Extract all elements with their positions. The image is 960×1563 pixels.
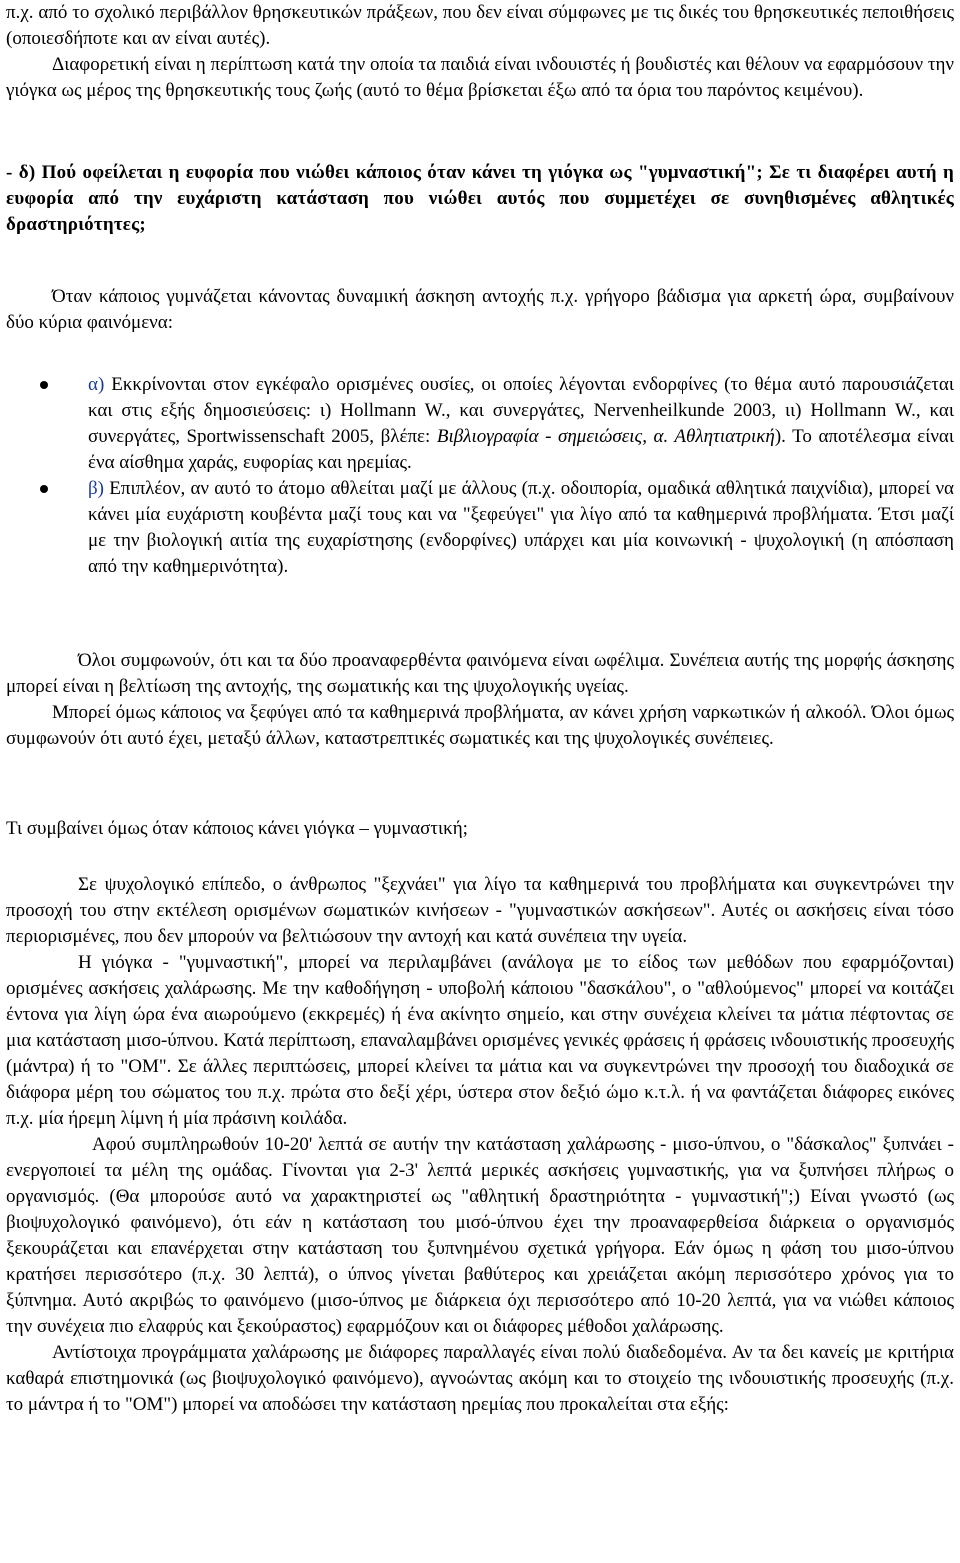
- agreement-section: [6, 648, 954, 752]
- intro-section: [6, 0, 954, 104]
- bullet-label: β): [88, 478, 104, 499]
- intro-paragraph-2: Διαφορετική είναι η περίπτωση κατά την οποία τα παιδιά είναι ινδουιστές ή βουδιστές και θέλουν να εφαρμόσουν την γιόγκα ως μέρος της θρησκευτικής τους ζωής (αυτό το θέμα βρίσκεται έξω από τα όρια του παρόντος κειμένου).: [6, 54, 954, 101]
- list-item: [6, 372, 954, 476]
- yoga-question: [6, 816, 954, 842]
- list-item: [6, 476, 954, 580]
- bullet-icon: [40, 485, 48, 493]
- answer-intro-text: Όταν κάποιος γυμνάζεται κάνοντας δυναμική άσκηση αντοχής π.χ. γρήγορο βάδισμα για αρκετή ώρα, συμβαίνουν δύο κύρια φαινόμενα:: [6, 286, 954, 333]
- yoga-question-text: Τι συμβαίνει όμως όταν κάποιος κάνει γιόγκα – γυμναστική;: [6, 818, 468, 839]
- question-heading: [6, 160, 954, 238]
- intro-paragraph-1: π.χ. από το σχολικό περιβάλλον θρησκευτικών πράξεων, που δεν είναι σύμφωνες με τις δικές του θρησκευτικές πεποιθήσεις (οποιεσδήποτε και αν είναι αυτές).: [6, 2, 954, 49]
- bullet-text-end: ). Το αποτέλεσμα είναι ένα αίσθημα χαράς, ευφορίας και ηρεμίας.: [88, 426, 954, 473]
- bullet-text: Επιπλέον, αν αυτό το άτομο αθλείται μαζί με άλλους (π.χ. οδοιπορία, ομαδικά αθλητικά παιχνίδια), μπορεί να κάνει μία ευχάριστη κουβέντα μαζί τους και να "ξεφεύγει" για λίγο από τα καθημερινά προβλήματα. Έτσι μαζί με την βιολογική αιτία της ευχαρίστησης (ενδορφίνες) υπάρχει και μία κοινωνική - ψυχολογική (η απόσπαση από την καθημερινότητα).: [88, 478, 954, 577]
- question-text: - δ) Πού οφείλεται η ευφορία που νιώθει κάποιος όταν κάνει τη γιόγκα ως "γυμναστική"; Σε τι διαφέρει αυτή η ευφορία από την ευχάριστη κατάσταση που νιώθει αυτός που συμμετέχει σε συνηθισμένες αθλητικές δραστηριότητες;: [6, 162, 954, 235]
- yoga-section: [6, 872, 954, 1418]
- bullet-icon: [40, 381, 48, 389]
- yoga-paragraph-1: Σε ψυχολογικό επίπεδο, ο άνθρωπος "ξεχνάει" για λίγο τα καθημερινά του προβλήματα και συγκεντρώνει την προσοχή του στην εκτέλεση ορισμένων σωματικών κινήσεων - "γυμναστικών ασκήσεων". Αυτές οι ασκήσεις είναι τόσο περιορισμένες, που δεν μπορούν να βελτιώσουν την αντοχή και κατά συνέπεια την υγεία.: [6, 874, 954, 947]
- bullet-italic-reference: Βιβλιογραφία - σημειώσεις, α. Αθλητιατρική: [436, 426, 775, 447]
- yoga-paragraph-4: Αντίστοιχα προγράμματα χαλάρωσης με διάφορες παραλλαγές είναι πολύ διαδεδομένα. Αν τα δει κανείς με κριτήρια καθαρά επιστημονικά (ως βιοψυχολογικό φαινόμενο), αγνοώντας ακόμη και το στοιχείο της ινδουιστικής προσευχής (π.χ. το μάντρα ή το "ΟΜ") μπορεί να αποδώσει την κατάσταση ηρεμίας που προκαλείται στα εξής:: [6, 1342, 954, 1415]
- bullet-text: Εκκρίνονται στον εγκέφαλο ορισμένες ουσίες, οι οποίες λέγονται ενδορφίνες (το θέμα αυτό παρουσιάζεται και στις εξής δημοσιεύσεις: ι) Hollmann W., και συνεργάτες, Nervenheilkunde 2003, ιι) Hollmann W., και συνεργάτες, Sportwissenschaft 2005, βλέπε:: [88, 374, 954, 447]
- answer-intro: [6, 284, 954, 336]
- bullet-label: α): [88, 374, 105, 395]
- bullet-list: [6, 372, 954, 580]
- yoga-paragraph-3: Αφού συμπληρωθούν 10-20' λεπτά σε αυτήν την κατάσταση χαλάρωσης - μισο-ύπνου, ο "δάσκαλος" ξυπνάει - ενεργοποιεί τα μέλη της ομάδας. Γίνονται για 2-3' λεπτά μερικές ασκήσεις γυμναστικής, για να ξυπνήσει πλήρως ο οργανισμός. (Θα μπορούσε αυτό να χαρακτηριστεί ως "αθλητική δραστηριότητα - γυμναστική";) Είναι γνωστό (ως βιοψυχολογικό φαινόμενο), ότι εάν η κατάσταση του μισό-ύπνου έχει την προαναφερθείσα διάρκεια ο οργανισμός ξεκουράζεται και επανέρχεται στην κατάσταση του ξυπνημένου σχετικά γρήγορα. Εάν όμως η φάση του μισο-ύπνου κρατήσει περισσότερο (π.χ. 30 λεπτά), ο ύπνος γίνεται βαθύτερος και χρειάζεται ακόμη περισσότερο χρόνος για το ξύπνημα. Αυτό ακριβώς το φαινόμενο (μισο-ύπνος με διάρκεια όχι περισσότερο από 10-20 λεπτά, για να νιώθει κάποιος την συνέχεια πιο ελαφρύς και ξεκούραστος) εφαρμόζουν και οι διάφορες μέθοδοι χαλάρωσης.: [6, 1134, 954, 1337]
- agreement-paragraph-2: Μπορεί όμως κάποιος να ξεφύγει από τα καθημερινά προβλήματα, αν κάνει χρήση ναρκωτικών ή αλκοόλ. Όλοι όμως συμφωνούν ότι αυτό έχει, μεταξύ άλλων, καταστρεπτικές σωματικές και της ψυχολογικές συνέπειες.: [6, 702, 954, 749]
- agreement-paragraph-1: Όλοι συμφωνούν, ότι και τα δύο προαναφερθέντα φαινόμενα είναι ωφέλιμα. Συνέπεια αυτής της μορφής άσκησης μπορεί είναι η βελτίωση της αντοχής, της σωματικής και της ψυχολογικής υγείας.: [6, 650, 954, 697]
- yoga-paragraph-2: Η γιόγκα - "γυμναστική", μπορεί να περιλαμβάνει (ανάλογα με το είδος των μεθόδων που εφαρμόζονται) ορισμένες ασκήσεις χαλάρωσης. Με την καθοδήγηση - υποβολή κάποιου "δασκάλου", ο "αθλούμενος" μπορεί να κοιτάζει έντονα για λίγη ώρα ένα αιωρούμενο (εκκρεμές) ή ένα ακίνητο σημείο, και στην συνέχεια κλείνει τα μάτια πέφτοντας σε μια κατάσταση μισο-ύπνου. Κατά περίπτωση, επαναλαμβάνει ορισμένες γενικές φράσεις ή φράσεις ινδουιστικής προσευχής (μάντρα) ή το "ΟΜ". Σε άλλες περιπτώσεις, μπορεί κλείνει τα μάτια και να συγκεντρώνει την προσοχή του διαδοχικά σε διάφορα μέρη του σώματος του π.χ. πρώτα στο δεξί χέρι, ύστερα στον δεξιό ώμο κ.τ.λ. ή να φαντάζεται διάφορες εικόνες π.χ. μία ήρεμη λίμνη ή μία πράσινη κοιλάδα.: [6, 952, 954, 1129]
